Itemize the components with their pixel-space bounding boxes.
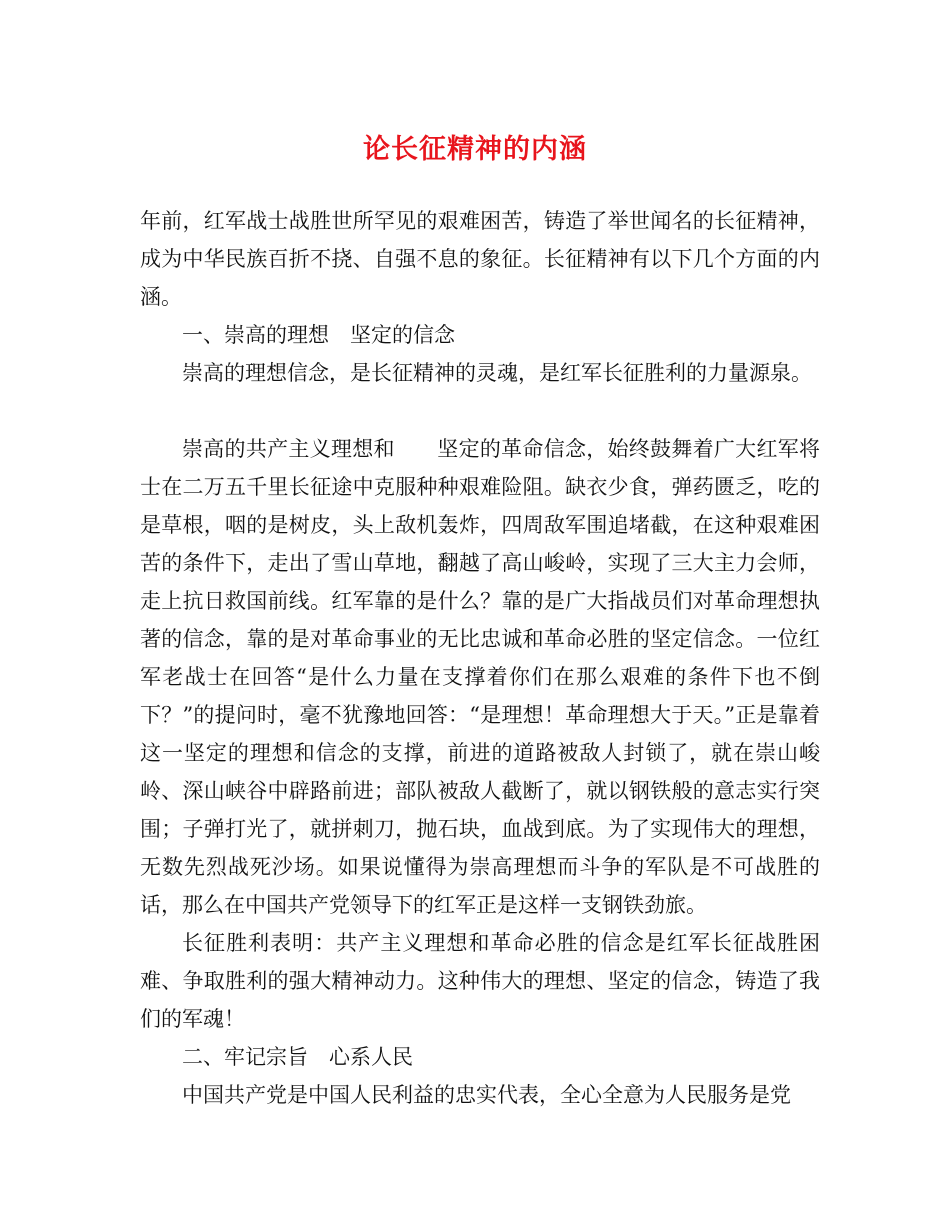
paragraph-spacer [140,392,820,430]
paragraph-ideals: 崇高的理想信念，是长征精神的灵魂，是红军长征胜利的力量源泉。 [182,361,812,385]
paragraph-beliefs: 崇高的共产主义理想和 坚定的革命信念，始终鼓舞着广大红军将士在二万五千里长征途中克服种种艰难险阻。缺衣少食，弹药匮乏，吃的是草根，咽的是树皮，头上敌机轰炸，四周敌军围追堵截，在这种艰难困苦的条件下，走出了雪山草地，翻越了高山峻岭，实现了三大主力会师，走上抗日救国前线。红军靠的是什么？靠的是广大指战员们对革命理想执著的信念，靠的是对革命事业的无比忠诚和革命必胜的坚定信念。一位红军老战士在回答“是什么力量在支撑着你们在那么艰难的条件下也不倒下？”的提问时，毫不犹豫地回答：“是理想！革命理想大于天。”正是靠着这一坚定的理想和信念的支撑，前进的道路被敌人封锁了，就在崇山峻岭、深山峡谷中辟路前进；部队被敌人截断了，就以钢铁般的意志实行突围；子弹打光了，就拼刺刀，抛石块，血战到底。为了实现伟大的理想，无数先烈战死沙场。如果说懂得为崇高理想而斗争的军队是不可战胜的话，那么在中国共产党领导下的红军正是这样一支钢铁劲旅。 [140,437,820,917]
paragraph-people: 中国共产党是中国人民利益的忠实代表，全心全意为人民服务是党 [182,1083,791,1107]
section-heading-2: 二、牢记宗旨 心系人民 [182,1045,413,1069]
paragraph-victory: 长征胜利表明：共产主义理想和革命必胜的信念是红军长征战胜困难、争取胜利的强大精神动力。这种伟大的理想、坚定的信念，铸造了我们的军魂！ [140,931,820,1031]
section-heading-1: 一、崇高的理想 坚定的信念 [182,323,455,347]
paragraph-intro: 年前，红军战士战胜世所罕见的艰难困苦，铸造了举世闻名的长征精神，成为中华民族百折不挠、自强不息的象征。长征精神有以下几个方面的内涵。 [140,209,820,309]
document-body [140,202,820,1114]
document-title: 论长征精神的内涵 [363,134,587,165]
